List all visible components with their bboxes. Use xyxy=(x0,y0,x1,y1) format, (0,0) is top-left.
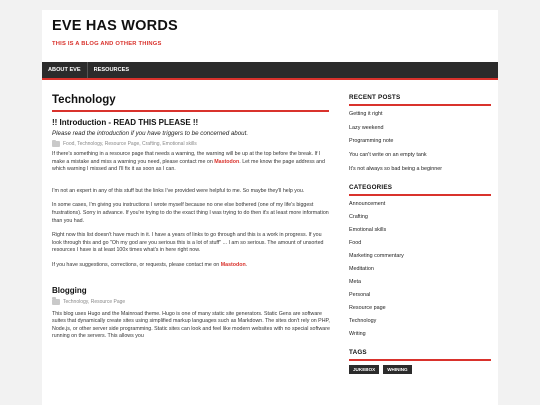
paragraph-text: . Let me know the page address and which warning I missed and I'll fix it as soon as I can. xyxy=(52,158,325,173)
recent-post-link[interactable]: Getting it right xyxy=(349,111,383,117)
recent-post-link[interactable]: You can't write on an empty tank xyxy=(349,152,427,159)
category-link[interactable]: Announcement xyxy=(349,201,386,208)
post-categories xyxy=(52,141,332,147)
categories-widget xyxy=(349,184,491,340)
nav-resources[interactable]: RESOURCES xyxy=(93,67,130,73)
category-link[interactable]: Crafting xyxy=(349,214,368,221)
category-link[interactable]: Emotional skills xyxy=(349,227,387,234)
category-link[interactable]: Marketing commentary xyxy=(349,253,404,260)
recent-post-link[interactable]: Lazy weekend xyxy=(349,124,384,131)
tag-cloud xyxy=(349,365,491,374)
post-lead: Please read the introduction if you have triggers to be concerned about. xyxy=(52,130,249,137)
post-paragraph: Right now this list doesn't have much in it. I have a years of links to go through and this is a work in progress. If you look through this and go "Oh my god are you serious this is a lot of stuff" ... I am so serious. The amount of unsorted resources I have is at least 100x times what's in here right now. xyxy=(52,232,324,254)
page-title: Technology xyxy=(52,94,329,112)
nav-about-eve[interactable]: ABOUT EVE xyxy=(42,62,88,78)
post-paragraph: I'm not an expert in any of this stuff but the links I've provided were helpful to me. So maybe they'll help you. xyxy=(52,187,305,194)
post-paragraph xyxy=(52,151,332,174)
post-paragraph xyxy=(52,262,332,270)
paragraph-text: If there's something in a resource page that needs a warning, the warning will be up at the top before the break. If I make a mistake and miss a warning you need, please contact me on xyxy=(52,151,321,165)
main-content xyxy=(52,94,332,341)
post-paragraph: In some cases, I'm giving you instructions I wrote myself because no one else bothered (one of my life's biggest frustrations). Sorry in advance. If you're trying to do the exact thing I was trying to do then it's at least more information than you had. xyxy=(52,202,329,224)
category-link[interactable]: Food xyxy=(349,240,362,247)
post-categories-text[interactable]: Technology, Resource Page xyxy=(63,298,126,305)
post-categories xyxy=(52,299,332,305)
recent-posts-list xyxy=(349,108,491,176)
paragraph-text: . xyxy=(245,261,248,268)
sidebar xyxy=(349,94,491,382)
widget-title: CATEGORIES xyxy=(349,184,491,196)
folder-icon xyxy=(52,141,60,147)
recent-posts-widget xyxy=(349,94,491,176)
site-header xyxy=(42,10,498,62)
paragraph-text: If you have suggestions, corrections, or requests, please contact me on xyxy=(52,261,221,268)
post-blogging xyxy=(52,286,332,341)
category-link[interactable]: Meditation xyxy=(349,266,374,273)
category-link[interactable]: Resource page xyxy=(349,304,386,311)
category-link[interactable]: Personal xyxy=(349,292,371,298)
main-nav xyxy=(42,62,498,80)
mastodon-link[interactable]: Mastodon xyxy=(220,261,246,268)
post-introduction xyxy=(52,118,332,270)
category-link[interactable]: Technology xyxy=(349,317,377,324)
widget-title: RECENT POSTS xyxy=(349,94,491,106)
category-link[interactable]: Meta xyxy=(349,279,361,286)
site-title[interactable]: EVE HAS WORDS xyxy=(52,18,178,34)
recent-post-link[interactable]: Programming note xyxy=(349,138,394,145)
widget-title: TAGS xyxy=(349,349,491,361)
mastodon-link[interactable]: Mastodon xyxy=(214,158,240,165)
category-link[interactable]: Writing xyxy=(349,330,366,337)
post-title[interactable]: !! Introduction - READ THIS PLEASE !! xyxy=(52,118,199,127)
tag-jukebox[interactable]: JUKEBOX xyxy=(349,365,379,374)
recent-post-link[interactable]: It's not always so bad being a beginner xyxy=(349,165,443,172)
post-categories-text[interactable]: Food, Technology, Resource Page, Crafting, Emotional skills xyxy=(63,141,197,147)
page-container xyxy=(42,10,498,405)
post-title[interactable]: Blogging xyxy=(52,285,87,295)
site-tagline: THIS IS A BLOG AND OTHER THINGS xyxy=(52,41,162,47)
folder-icon xyxy=(52,299,60,305)
post-paragraph: This blog uses Hugo and the Mainroad theme. Hugo is one of many static site generators. Static Gens are software suites that dynamically create sites using simplified markup languages such as Markdown. The sites don't rely on PHP, Node.js, or other server side programming. Static sites can look and feel like modern websites with no special software running on the servers. This allows you xyxy=(52,310,330,340)
tags-widget xyxy=(349,349,491,374)
categories-list xyxy=(349,198,491,340)
tag-whining[interactable]: WHINING xyxy=(383,365,411,374)
